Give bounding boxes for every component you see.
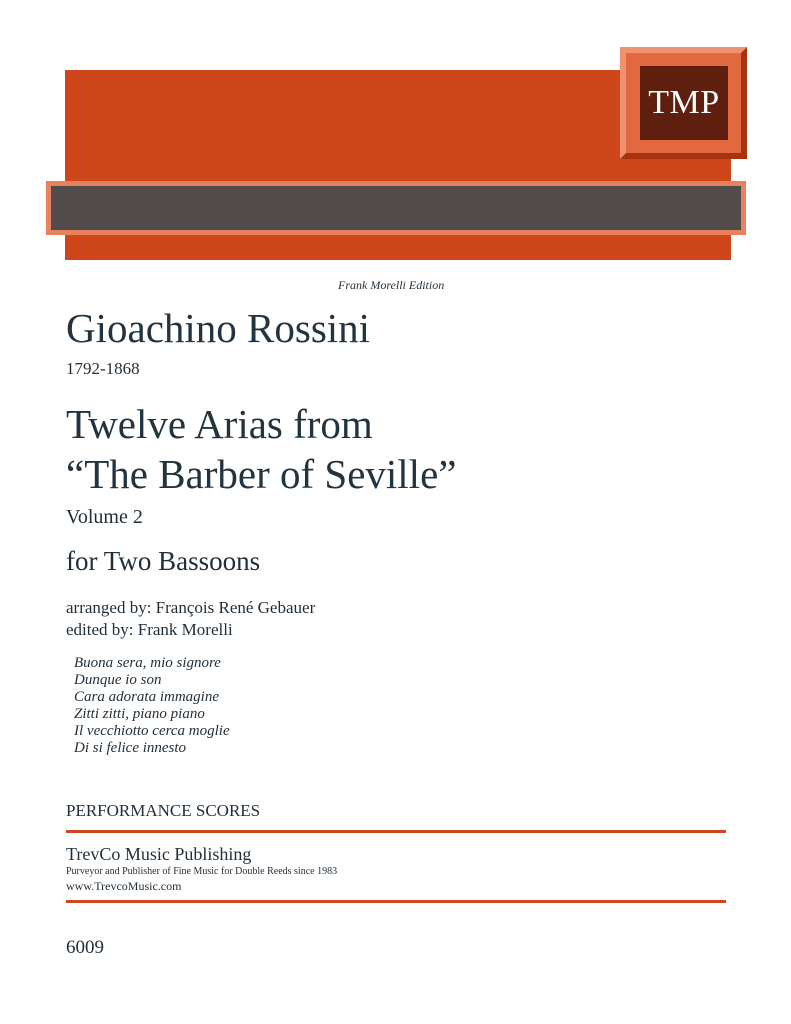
- aria-item: Cara adorata immagine: [74, 689, 220, 705]
- volume-label: Volume 2: [66, 506, 143, 528]
- publisher-website: www.TrevcoMusic.com: [66, 879, 182, 893]
- editor-credit: edited by: Frank Morelli: [66, 620, 233, 639]
- catalog-number: 6009: [66, 937, 104, 958]
- edition-label: Frank Morelli Edition: [338, 278, 445, 292]
- title-line-1: Twelve Arias from: [66, 401, 373, 447]
- publisher-name: TrevCo Music Publishing: [66, 844, 252, 864]
- aria-item: Di si felice innesto: [74, 740, 187, 756]
- divider-bottom: [66, 900, 726, 903]
- aria-item: Dunque io son: [74, 672, 162, 688]
- arranger-credit: arranged by: François René Gebauer: [66, 598, 316, 617]
- title-line-2: “The Barber of Seville”: [66, 451, 457, 497]
- composer-dates: 1792-1868: [66, 359, 140, 378]
- aria-item: Zitti zitti, piano piano: [74, 706, 205, 722]
- composer-name: Gioachino Rossini: [66, 305, 371, 351]
- format-label: PERFORMANCE SCORES: [66, 801, 261, 820]
- aria-list: [74, 655, 230, 757]
- header-band: [51, 186, 741, 230]
- aria-item: Buona sera, mio signore: [74, 655, 221, 671]
- tmp-logo-text: TMP: [648, 84, 720, 121]
- aria-item: Il vecchiotto cerca moglie: [74, 723, 230, 739]
- publisher-tagline: Purveyor and Publisher of Fine Music for Double Reeds since 1983: [66, 866, 338, 877]
- divider-top: [66, 830, 726, 833]
- instrumentation: for Two Bassoons: [66, 546, 261, 576]
- tmp-logo: [640, 66, 728, 140]
